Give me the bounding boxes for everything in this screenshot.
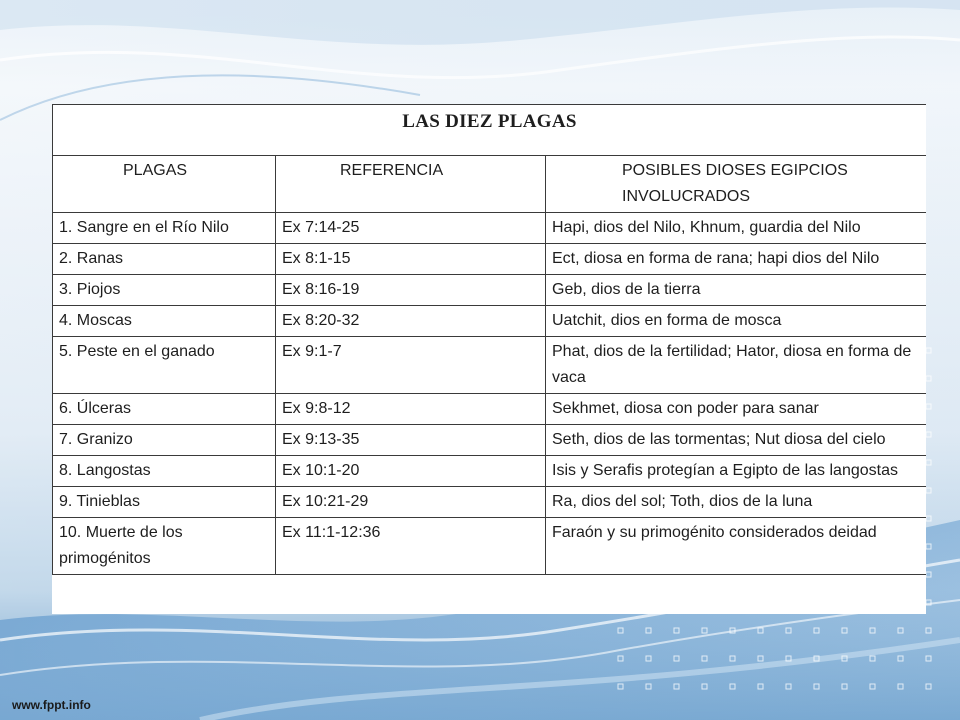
decorative-dot: [674, 628, 679, 633]
table-row: [53, 213, 927, 244]
decorative-dot: [926, 404, 931, 409]
reference-cell: Ex 10:1-20: [276, 456, 546, 487]
plagues-table-container: [52, 104, 926, 614]
decorative-dot: [898, 628, 903, 633]
decorative-dot: [870, 656, 875, 661]
reference-cell: Ex 11:1-12:36: [276, 518, 546, 575]
gods-cell: Phat, dios de la fertilidad; Hator, diosa en forma de vaca: [546, 337, 927, 394]
column-header-dioses: POSIBLES DIOSES EGIPCIOS INVOLUCRADOS: [546, 156, 927, 213]
gods-cell: Uatchit, dios en forma de mosca: [546, 306, 927, 337]
decorative-dot: [730, 684, 735, 689]
decorative-dot: [646, 656, 651, 661]
table-row: [53, 275, 927, 306]
reference-cell: Ex 7:14-25: [276, 213, 546, 244]
decorative-dot: [842, 656, 847, 661]
decorative-dot: [926, 628, 931, 633]
reference-cell: Ex 8:1-15: [276, 244, 546, 275]
plagues-table: [52, 104, 926, 575]
table-row: [53, 456, 927, 487]
decorative-dot: [730, 656, 735, 661]
decorative-dot: [842, 628, 847, 633]
decorative-dot: [898, 656, 903, 661]
column-header-referencia: REFERENCIA: [276, 156, 546, 213]
gods-cell: Faraón y su primogénito considerados deidad: [546, 518, 927, 575]
table-row: [53, 244, 927, 275]
reference-cell: Ex 9:13-35: [276, 425, 546, 456]
plague-cell: 8. Langostas: [53, 456, 276, 487]
decorative-dot: [814, 656, 819, 661]
decorative-dot: [814, 684, 819, 689]
gods-cell: Geb, dios de la tierra: [546, 275, 927, 306]
decorative-dot: [786, 656, 791, 661]
table-row: [53, 394, 927, 425]
decorative-dot: [926, 516, 931, 521]
decorative-dot: [618, 684, 623, 689]
plague-cell: 5. Peste en el ganado: [53, 337, 276, 394]
table-row: [53, 306, 927, 337]
decorative-dot: [646, 684, 651, 689]
column-header-plagas: PLAGAS: [53, 156, 276, 213]
plague-cell: 4. Moscas: [53, 306, 276, 337]
plague-cell: 6. Úlceras: [53, 394, 276, 425]
decorative-dot: [926, 572, 931, 577]
decorative-dot: [702, 656, 707, 661]
decorative-dot: [758, 656, 763, 661]
decorative-dot: [758, 684, 763, 689]
decorative-dot: [926, 348, 931, 353]
table-row: [53, 487, 927, 518]
reference-cell: Ex 9:8-12: [276, 394, 546, 425]
decorative-dot: [702, 628, 707, 633]
decorative-dot: [758, 628, 763, 633]
table-header-row: [53, 156, 927, 213]
decorative-dot: [926, 544, 931, 549]
plague-cell: 9. Tinieblas: [53, 487, 276, 518]
decorative-dot: [926, 376, 931, 381]
decorative-dot: [926, 656, 931, 661]
table-title-row: [53, 105, 927, 156]
decorative-dot: [898, 684, 903, 689]
decorative-dot: [814, 628, 819, 633]
table-row: [53, 425, 927, 456]
decorative-dot: [926, 488, 931, 493]
table-row: [53, 337, 927, 394]
gods-cell: Ra, dios del sol; Toth, dios de la luna: [546, 487, 927, 518]
reference-cell: Ex 9:1-7: [276, 337, 546, 394]
reference-cell: Ex 8:20-32: [276, 306, 546, 337]
decorative-dot: [870, 628, 875, 633]
decorative-dot: [702, 684, 707, 689]
decorative-dot: [926, 684, 931, 689]
gods-cell: Isis y Serafis protegían a Egipto de las langostas: [546, 456, 927, 487]
gods-cell: Sekhmet, diosa con poder para sanar: [546, 394, 927, 425]
decorative-dot: [926, 600, 931, 605]
decorative-dot: [842, 684, 847, 689]
table-title: LAS DIEZ PLAGAS: [53, 105, 927, 156]
plague-cell: 2. Ranas: [53, 244, 276, 275]
reference-cell: Ex 10:21-29: [276, 487, 546, 518]
gods-cell: Seth, dios de las tormentas; Nut diosa del cielo: [546, 425, 927, 456]
decorative-dot: [870, 684, 875, 689]
decorative-dot: [646, 628, 651, 633]
decorative-dot: [674, 656, 679, 661]
gods-cell: Ect, diosa en forma de rana; hapi dios del Nilo: [546, 244, 927, 275]
decorative-dot: [786, 628, 791, 633]
decorative-dot: [926, 460, 931, 465]
plague-cell: 10. Muerte de los primogénitos: [53, 518, 276, 575]
decorative-dot: [786, 684, 791, 689]
decorative-dot: [618, 656, 623, 661]
plague-cell: 7. Granizo: [53, 425, 276, 456]
reference-cell: Ex 8:16-19: [276, 275, 546, 306]
gods-cell: Hapi, dios del Nilo, Khnum, guardia del Nilo: [546, 213, 927, 244]
plague-cell: 1. Sangre en el Río Nilo: [53, 213, 276, 244]
table-row: [53, 518, 927, 575]
decorative-dot: [618, 628, 623, 633]
decorative-dot: [926, 432, 931, 437]
decorative-dot: [730, 628, 735, 633]
plague-cell: 3. Piojos: [53, 275, 276, 306]
footer-site-link[interactable]: www.fppt.info: [12, 698, 91, 712]
decorative-dot: [674, 684, 679, 689]
